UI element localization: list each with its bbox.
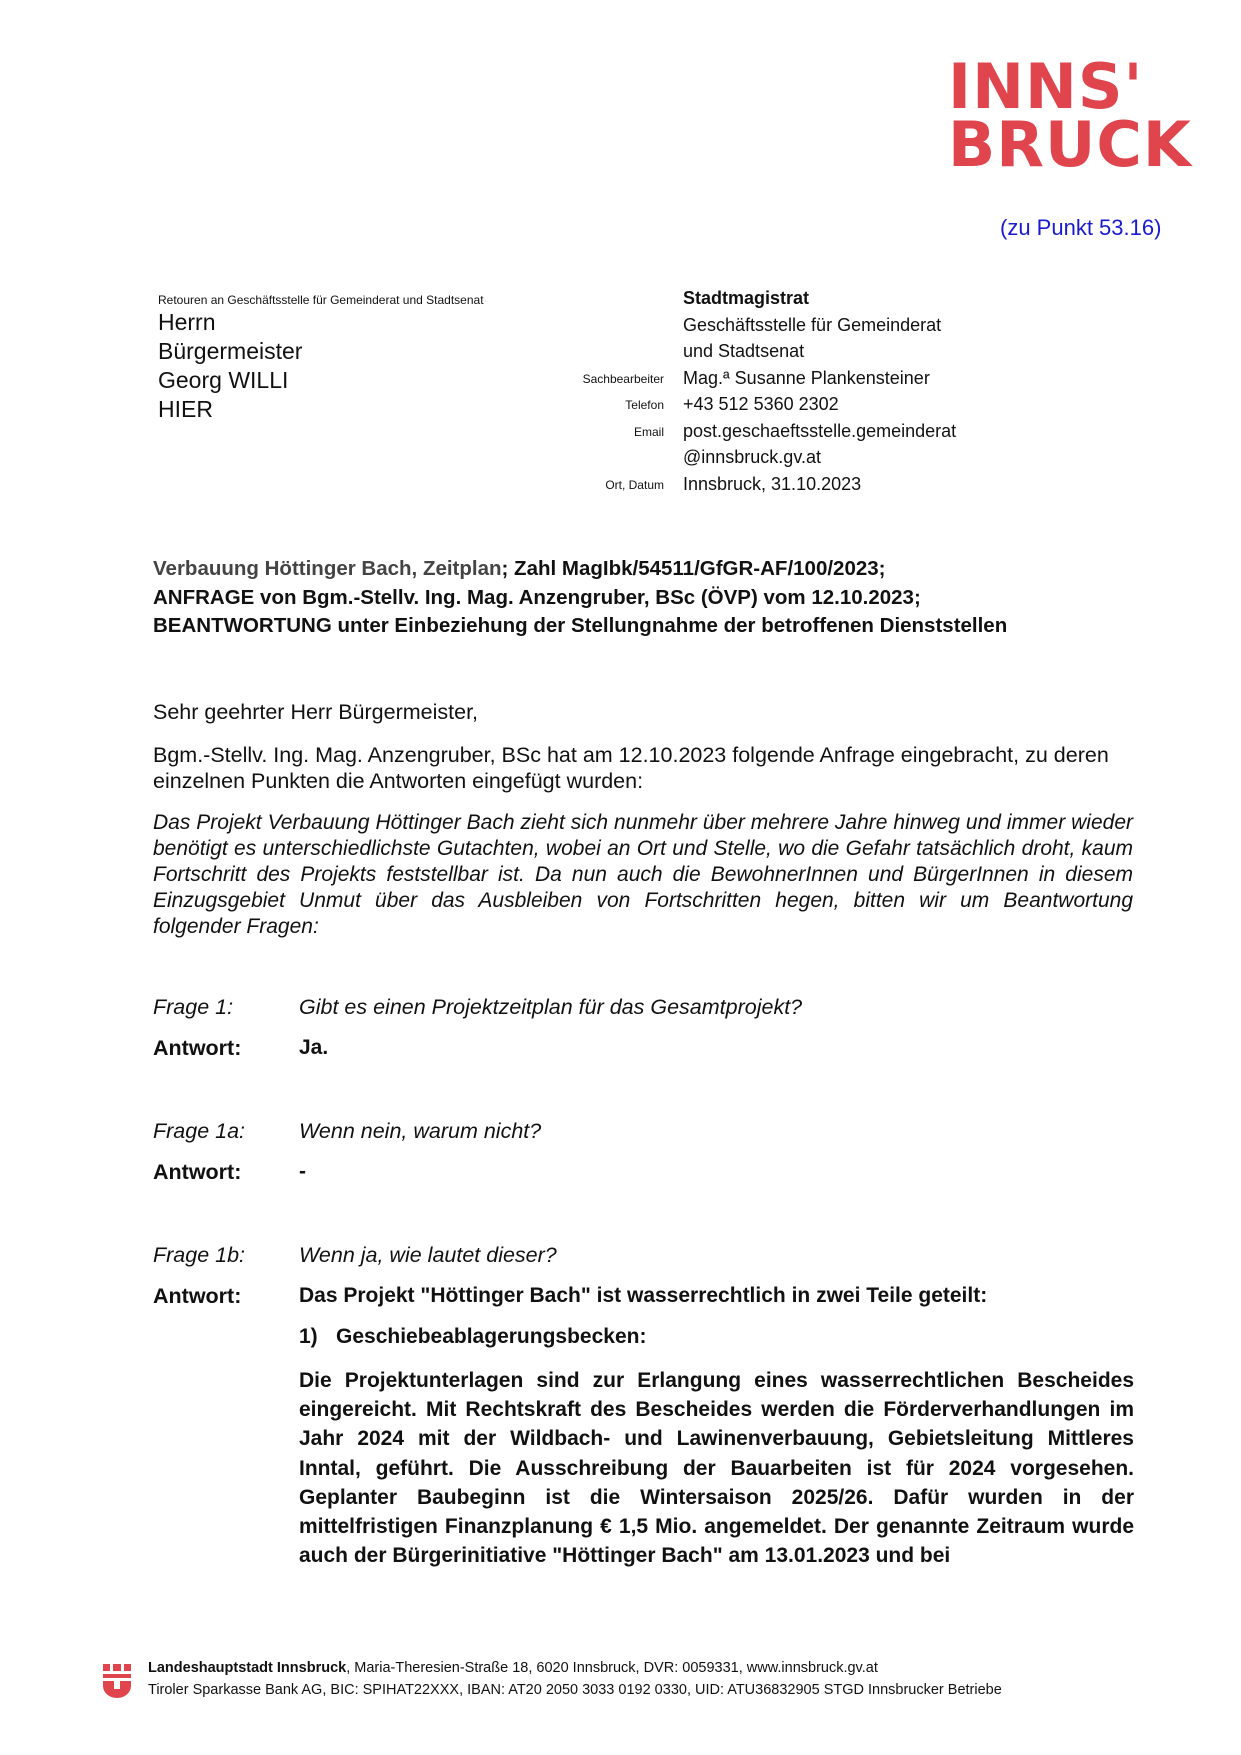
logo-line-2: BRUCK: [948, 108, 1192, 181]
address-line: Bürgermeister: [158, 338, 303, 364]
subject-number: ; Zahl MagIbk/54511/GfGR-AF/100/2023;: [501, 557, 886, 580]
answer-label: Antwort:: [153, 1160, 242, 1184]
date-label: Ort, Datum: [605, 478, 664, 492]
answer-text: Ja.: [299, 1036, 329, 1059]
address-line: HIER: [158, 396, 213, 422]
answer-text: -: [299, 1160, 306, 1183]
agenda-reference: (zu Punkt 53.16): [1000, 215, 1162, 240]
address-line: Herrn: [158, 309, 216, 335]
answer-paragraph: Die Projektunterlagen sind zur Erlangung eines wasserrechtlichen Bescheides eingereicht. Mit Rechtskraft des Bescheides werden die Förderverhandlungen im Jahr 2024 mit der Wildbach- und Lawinenverbauung, Gebietsleitung Mittleres Inntal, geführt. Die Ausschreibung der Bauarbeiten ist für 2024 vorgesehen. Geplanter Baubeginn ist die Wintersaison 2025/26. Dafür wurden in der mittelfristigen Finanzplanung € 1,5 Mio. angemeldet. Der genannte Zeitraum wurde auch der Bürgerinitiative "Höttinger Bach" am 13.01.2023 und bei: [299, 1369, 1134, 1568]
city-crest-icon: [102, 1662, 132, 1698]
footer-org: Landeshauptstadt Innsbruck: [148, 1660, 347, 1676]
clerk-name: Mag.ª Susanne Plankensteiner: [683, 367, 930, 388]
sender-dept: und Stadtsenat: [683, 341, 805, 361]
question-label: Frage 1b:: [153, 1243, 246, 1267]
footer: [148, 1658, 1002, 1701]
subject-answer: BEANTWORTUNG unter Einbeziehung der Stellungnahme der betroffenen Dienststellen: [153, 614, 1008, 637]
point-number: 1): [299, 1325, 318, 1348]
question-label: Frage 1:: [153, 995, 234, 1019]
subject-inquiry: ANFRAGE von Bgm.-Stellv. Ing. Mag. Anzengruber, BSc (ÖVP) vom 12.10.2023;: [153, 585, 921, 609]
email-domain[interactable]: @innsbruck.gv.at: [683, 447, 821, 467]
answer-text: Das Projekt "Höttinger Bach" ist wasserrechtlich in zwei Teile geteilt:: [299, 1284, 988, 1307]
logo-line-1: INNS': [948, 50, 1144, 123]
sender-labels: [540, 288, 664, 498]
question-text: Wenn ja, wie lautet dieser?: [299, 1243, 557, 1267]
email-label: Email: [633, 425, 664, 439]
footer-bank: Tiroler Sparkasse Bank AG, BIC: SPIHAT22XXX, IBAN: AT20 2050 3033 0192 0330, UID: ATU36832905 STGD Innsbrucker Betriebe: [148, 1681, 1002, 1698]
question-text: Gibt es einen Projektzeitplan für das Gesamtprojekt?: [299, 995, 803, 1019]
sender-info: [683, 285, 956, 497]
footer-address: , Maria-Theresien-Straße 18, 6020 Innsbruck, DVR: 0059331, www.innsbruck.gv.at: [346, 1660, 878, 1676]
place-date: Innsbruck, 31.10.2023: [683, 473, 862, 494]
sender-org: Stadtmagistrat: [683, 288, 810, 308]
recipient-address: [158, 308, 302, 424]
greeting: Sehr geehrter Herr Bürgermeister,: [153, 700, 479, 724]
question-text: Wenn nein, warum nicht?: [299, 1119, 542, 1143]
answer-label: Antwort:: [153, 1036, 242, 1060]
sender-dept: Geschäftsstelle für Gemeinderat: [683, 314, 942, 335]
address-line: Georg WILLI: [158, 367, 289, 393]
phone-number: +43 512 5360 2302: [683, 394, 839, 414]
answer-label: Antwort:: [153, 1284, 242, 1308]
return-note: Retouren an Geschäftsstelle für Gemeinderat und Stadtsenat: [158, 293, 484, 307]
clerk-label: Sachbearbeiter: [582, 372, 664, 386]
phone-label: Telefon: [625, 398, 664, 412]
subject-title: Verbauung Höttinger Bach, Zeitplan: [153, 557, 502, 580]
email-address[interactable]: post.geschaeftsstelle.gemeinderat: [683, 420, 957, 441]
subject-block: [153, 555, 1133, 641]
question-label: Frage 1a:: [153, 1119, 246, 1143]
intro-text: Bgm.-Stellv. Ing. Mag. Anzengruber, BSc hat am 12.10.2023 folgende Anfrage eingebracht, zu deren einzelnen Punkten die Antworten eingefügt wurden:: [153, 743, 1109, 793]
inquiry-text: Das Projekt Verbauung Höttinger Bach zieht sich nunmehr über mehrere Jahre hinweg und immer wieder benötigt es unterschiedlichste Gutachten, wobei an Ort und Stelle, wo die Gefahr tatsächlich droht, kaum Fortschritt des Projekts feststellbar ist. Da nun auch die BewohnerInnen und BürgerInnen in diesem Einzugsgebiet Unmut über das Ausbleiben von Fortschritten hegen, bitten wir um Beantwortung folgender Fragen:: [153, 811, 1133, 938]
innsbruck-logo: [948, 50, 1192, 181]
point-title: Geschiebeablagerungsbecken:: [336, 1325, 647, 1348]
